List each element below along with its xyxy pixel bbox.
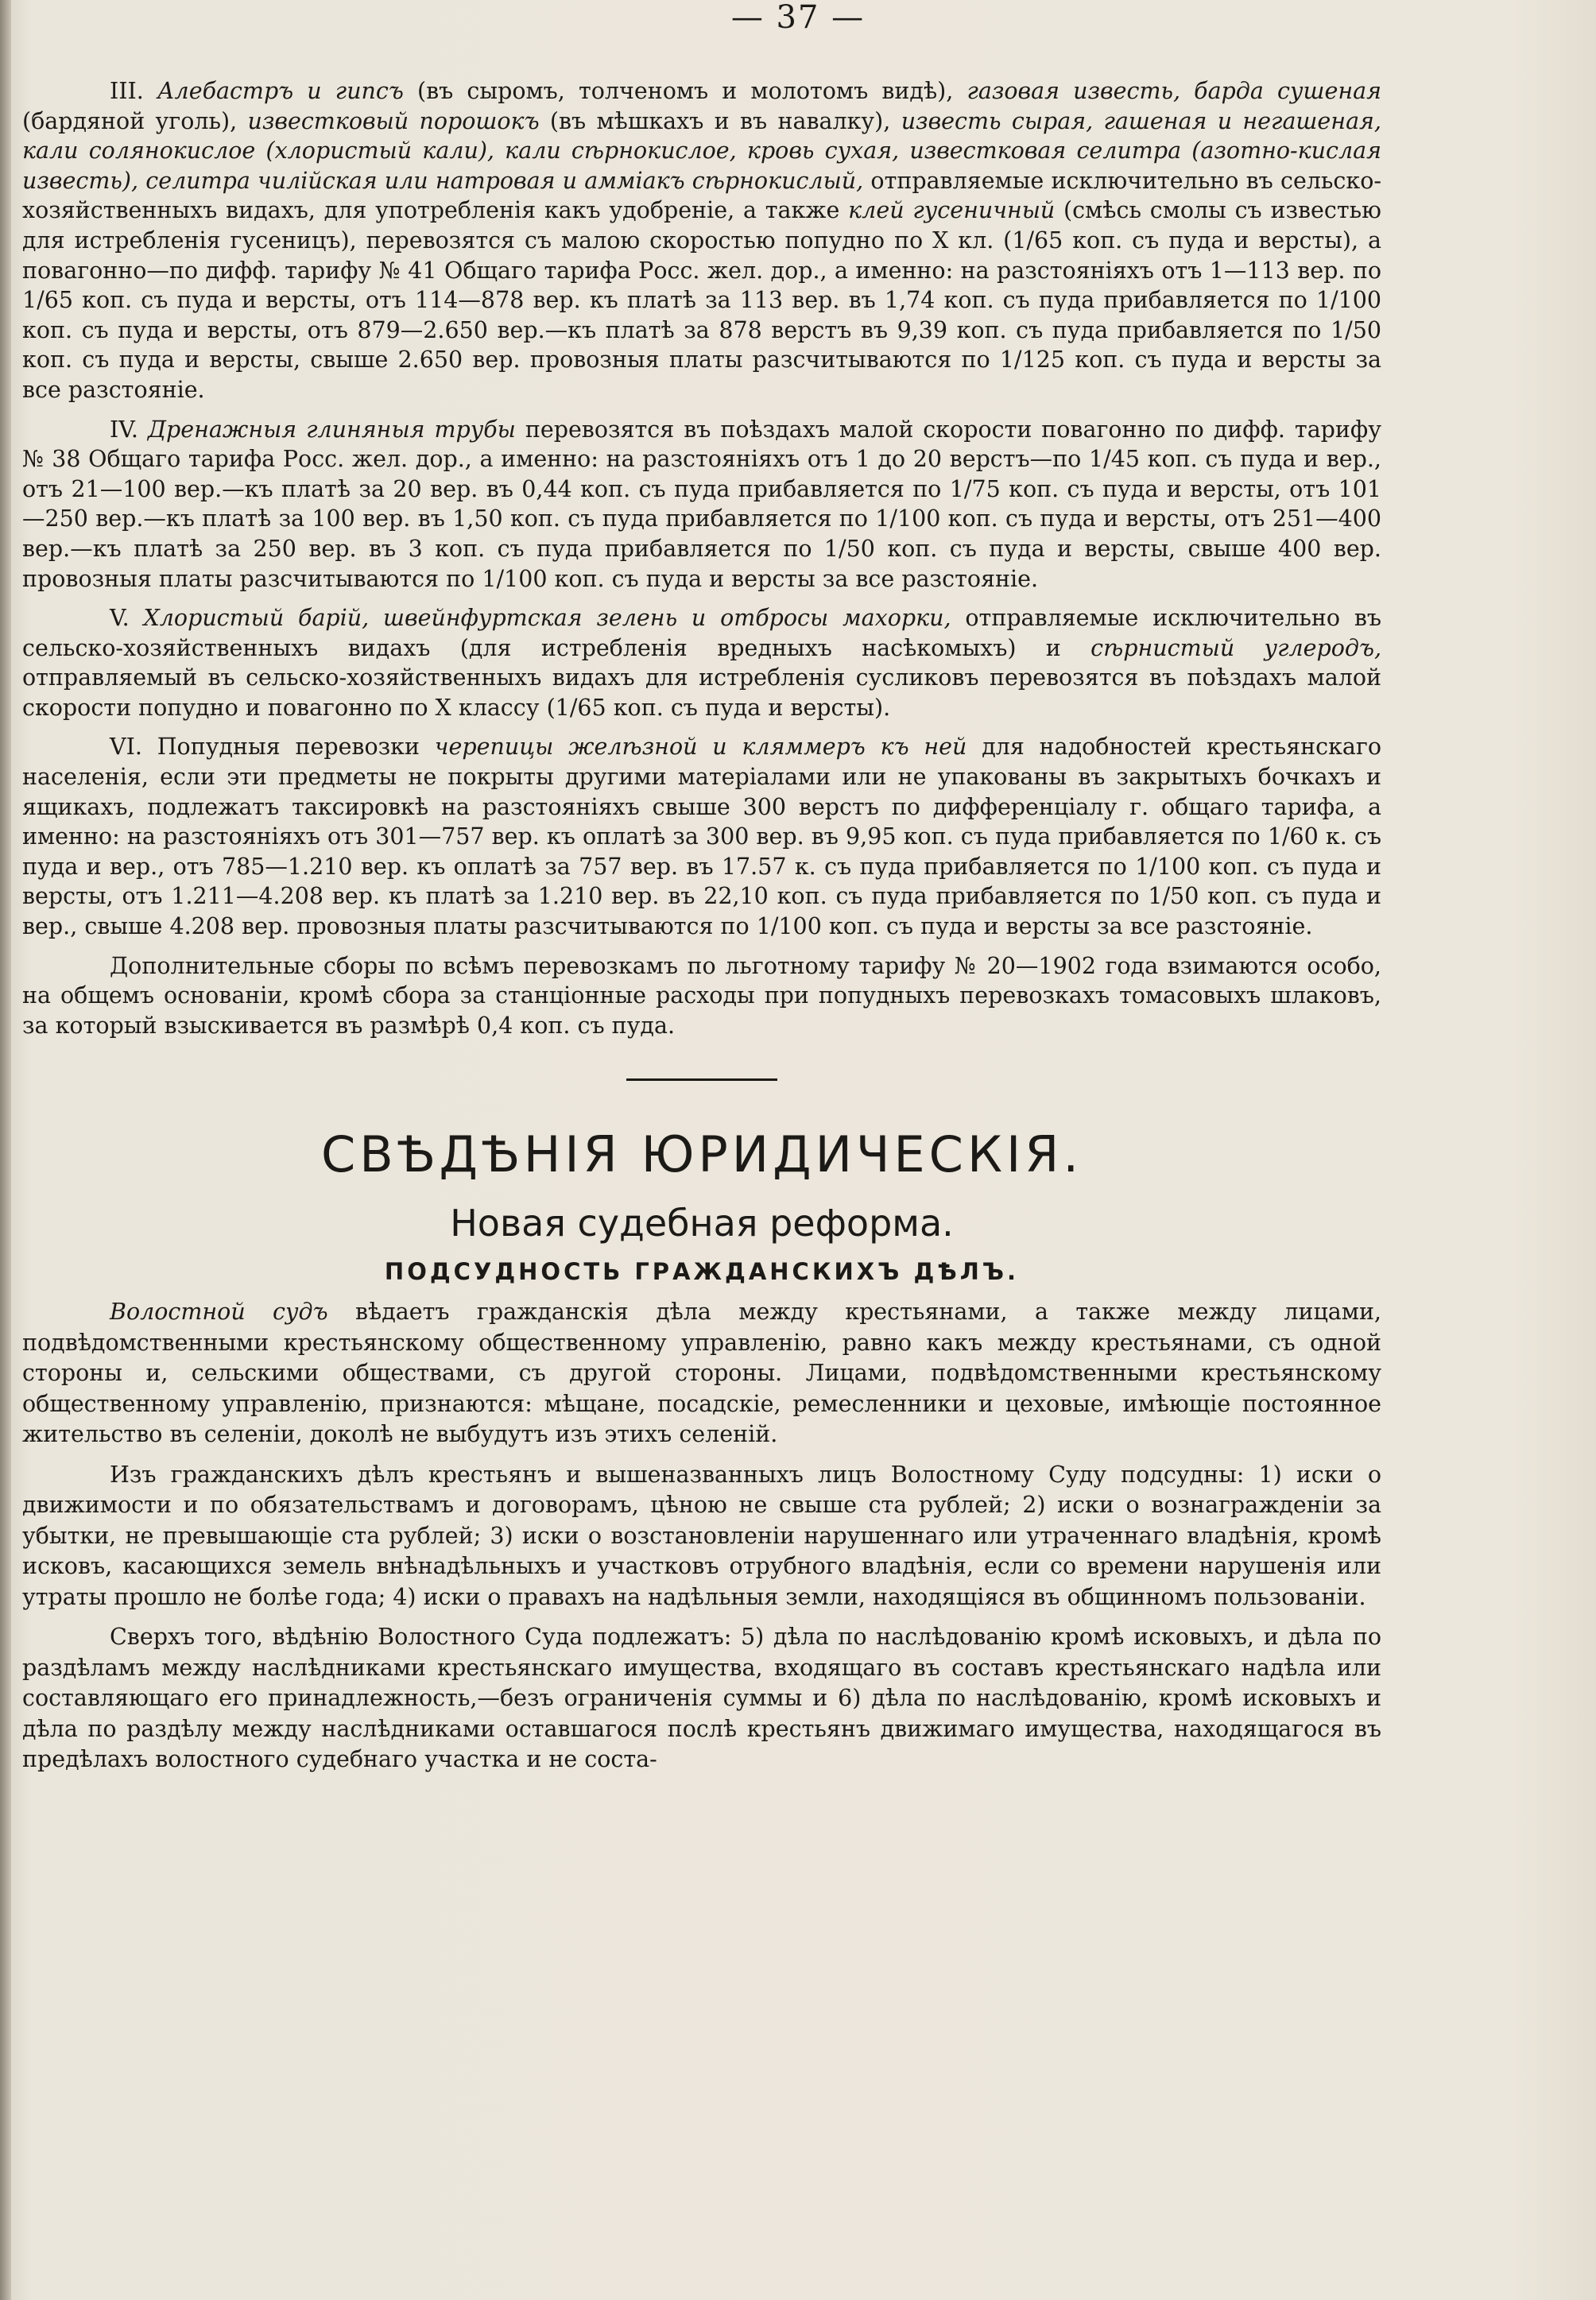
italic-run: газовая известь, барда сушеная bbox=[967, 78, 1381, 104]
book-spine-shadow bbox=[0, 0, 11, 2300]
paragraph bbox=[22, 1460, 1381, 1613]
paragraph bbox=[22, 1297, 1381, 1450]
text-run: отправляемые исключительно въ сельско-хозяйственныхъ видахъ (для истребленія вредныхъ насѣкомыхъ) и bbox=[22, 605, 1382, 661]
italic-run: известковый порошокъ bbox=[247, 107, 540, 134]
italic-run: Волостной судъ bbox=[110, 1299, 328, 1326]
paragraph bbox=[22, 603, 1381, 722]
paragraph bbox=[22, 415, 1381, 594]
italic-run: черепицы желѣзной и кляммеръ къ ней bbox=[434, 734, 967, 761]
text-run: вѣдаетъ гражданскія дѣла между крестьянами, а также между лицами, подвѣдомственными крестьянскому общественному управленію, равно какъ между крестьянами, съ одной стороны и, сельскими обществами, съ другой стороны. Лицами, подвѣдомственными крестьянскому общественному управленію, признаются: мѣщане, посадскіе, ремесленники и цеховые, имѣющіе постоянное жительство въ селеніи, доколѣ не выбудутъ изъ этихъ селеній. bbox=[22, 1299, 1381, 1448]
text-run: отправляемые исключительно въ сельско-хозяйственныхъ видахъ, для употребленія какъ удобреніе, а также bbox=[22, 167, 1381, 224]
italic-run: Алебастръ и гипсъ bbox=[157, 78, 404, 104]
text-run: (смѣсь смолы съ известью для истребленія гусеницъ), перевозятся съ малою скоростью попудно по X кл. (1/65 коп. съ пуда и версты), а повагонно—по дифф. тарифу № 41 Общаго тарифа Росс. жел. дор., а именно: на разстояніяхъ отъ 1—113 вер. по 1/65 коп. съ пуда и версты, отъ 114—878 вер. къ платѣ за 113 вер. въ 1,74 коп. съ пуда прибавляется по 1/100 коп. съ пуда и версты, отъ 879—2.650 вер.—къ платѣ за 878 верстъ въ 9,39 коп. съ пуда прибавляется по 1/50 коп. съ пуда и версты, свыше 2.650 вер. провозныя платы разсчитываются по 1/125 коп. съ пуда и версты за все разстояніе. bbox=[22, 197, 1381, 403]
italic-run: известь сырая, гашеная и негашеная, кали солянокислое (хлористый кали), кали сѣрнокислое, кровь сухая, известковая селитра (азотно-кислая известь), селитра чилійская или натровая и амміакъ сѣрнокислый, bbox=[22, 107, 1381, 194]
section-divider bbox=[626, 1078, 777, 1081]
tariff-section bbox=[22, 76, 1381, 1040]
section-title: СВѢДѢНІЯ ЮРИДИЧЕСКІЯ. bbox=[320, 1125, 1083, 1184]
text-run: (въ мѣшкахъ и въ навалку), bbox=[539, 107, 901, 134]
text-run: IV. bbox=[110, 416, 148, 443]
text-run: Сверхъ того, вѣдѣнію Волостного Суда подлежатъ: 5) дѣла по наслѣдованію кромѣ исковыхъ, и дѣла по раздѣламъ между наслѣдниками крестьянскаго имущества, входящаго въ составъ крестьянскаго надѣла или составляющаго его принадлежность,—безъ ограниченія суммы и 6) дѣла по наслѣдованію, кромѣ исковыхъ и дѣла по раздѣлу между наслѣдниками оставшагося послѣ крестьянъ движимаго имущества, находящагося въ предѣлахъ волостного судебнаго участка и не соста- bbox=[22, 1624, 1381, 1773]
section-subtitle: Новая судебная реформа. bbox=[450, 1202, 954, 1245]
paragraph bbox=[22, 1622, 1381, 1775]
text-run: Дополнительные сборы по всѣмъ перевозкамъ по льготному тарифу № 20—1902 года взимаются особо, на общемъ основаніи, кромѣ сбора за станціонные расходы при попудныхъ перевозкахъ томасовыхъ шлаковъ, за который взыскивается въ размѣрѣ 0,4 коп. съ пуда. bbox=[22, 952, 1381, 1039]
italic-run: Хлористый барій, швейнфуртская зелень и отбросы махорки, bbox=[143, 605, 951, 632]
text-run: III. bbox=[110, 78, 157, 104]
text-run: V. bbox=[110, 605, 144, 632]
italic-run: Дренажныя глиняныя трубы bbox=[147, 416, 516, 443]
text-run: (въ сыромъ, толченомъ и молотомъ видѣ), bbox=[403, 78, 967, 104]
paragraph bbox=[22, 951, 1381, 1041]
page-number: — 37 — bbox=[730, 0, 866, 36]
text-run: Изъ гражданскихъ дѣлъ крестьянъ и вышеназванныхъ лицъ Волостному Суду подсудны: 1) иски о движимости и по обязательствамъ и договорамъ, цѣною не свыше ста рублей; 2) иски о вознагражденіи за убытки, не превышающіе ста рублей; 3) иски о возстановленіи нарушеннаго или утраченнаго владѣнія, кромѣ исковъ, касающихся земель внѣнадѣльныхъ и участковъ отрубного владѣнія, если со времени нарушенія или утраты прошло не болѣе года; 4) иски о правахъ на надѣльныя земли, находящіяся въ общинномъ пользованіи. bbox=[22, 1461, 1381, 1610]
text-column bbox=[22, 76, 1381, 1785]
paragraph bbox=[22, 732, 1381, 941]
italic-run: сѣрнистый углеродъ, bbox=[1090, 634, 1382, 661]
text-run: (бардяной уголь), bbox=[22, 107, 248, 134]
text-run: для надобностей крестьянскаго населенія, если эти предметы не покрыты другими матеріалами или не упакованы въ закрытыхъ бочкахъ и ящикахъ, подлежатъ таксировкѣ на разстояніяхъ свыше 300 верстъ по дифференціалу г. общаго тарифа, а именно: на разстояніяхъ отъ 301—757 вер. къ оплатѣ за 300 вер. въ 9,95 коп. съ пуда прибавляется по 1/60 к. съ пуда и вер., отъ 785—1.210 вер. къ оплатѣ за 757 вер. въ 17.57 к. съ пуда прибавляется по 1/100 коп. съ пуда и версты, отъ 1.211—4.208 вер. къ платѣ за 1.210 вер. въ 22,10 коп. съ пуда прибавляется по 1/50 коп. съ пуда и вер., свыше 4.208 вер. провозныя платы разсчитываются по 1/100 коп. съ пуда и версты за все разстояніе. bbox=[22, 734, 1382, 940]
text-run: VI. Попудныя перевозки bbox=[110, 734, 435, 761]
paragraph bbox=[22, 76, 1381, 405]
legal-section bbox=[22, 1297, 1381, 1775]
section-heading: ПОДСУДНОСТЬ ГРАЖДАНСКИХЪ ДѢЛЪ. bbox=[384, 1258, 1020, 1286]
text-run: перевозятся въ поѣздахъ малой скорости повагонно по дифф. тарифу № 38 Общаго тарифа Росс. жел. дор., а именно: на разстояніяхъ отъ 1 до 20 верстъ—по 1/45 коп. съ пуда и вер., отъ 21—100 вер.—къ платѣ за 20 вер. въ 0,44 коп. съ пуда прибавляется по 1/75 коп. съ пуда и версты, отъ 101—250 вер.—къ платѣ за 100 вер. въ 1,50 коп. съ пуда прибавляется по 1/100 коп. съ пуда и версты, отъ 251—400 вер.—къ платѣ за 250 вер. въ 3 коп. съ пуда прибавляется по 1/50 коп. съ пуда и версты, свыше 400 вер. провозныя платы разсчитываются по 1/100 коп. съ пуда и версты за все разстояніе. bbox=[22, 416, 1381, 592]
text-run: отправляемый въ сельско-хозяйственныхъ видахъ для истребленія сусликовъ перевозятся въ поѣздахъ малой скорости попудно и повагонно по X классу (1/65 коп. съ пуда и версты). bbox=[22, 664, 1381, 721]
italic-run: клей гусеничный bbox=[848, 197, 1056, 224]
